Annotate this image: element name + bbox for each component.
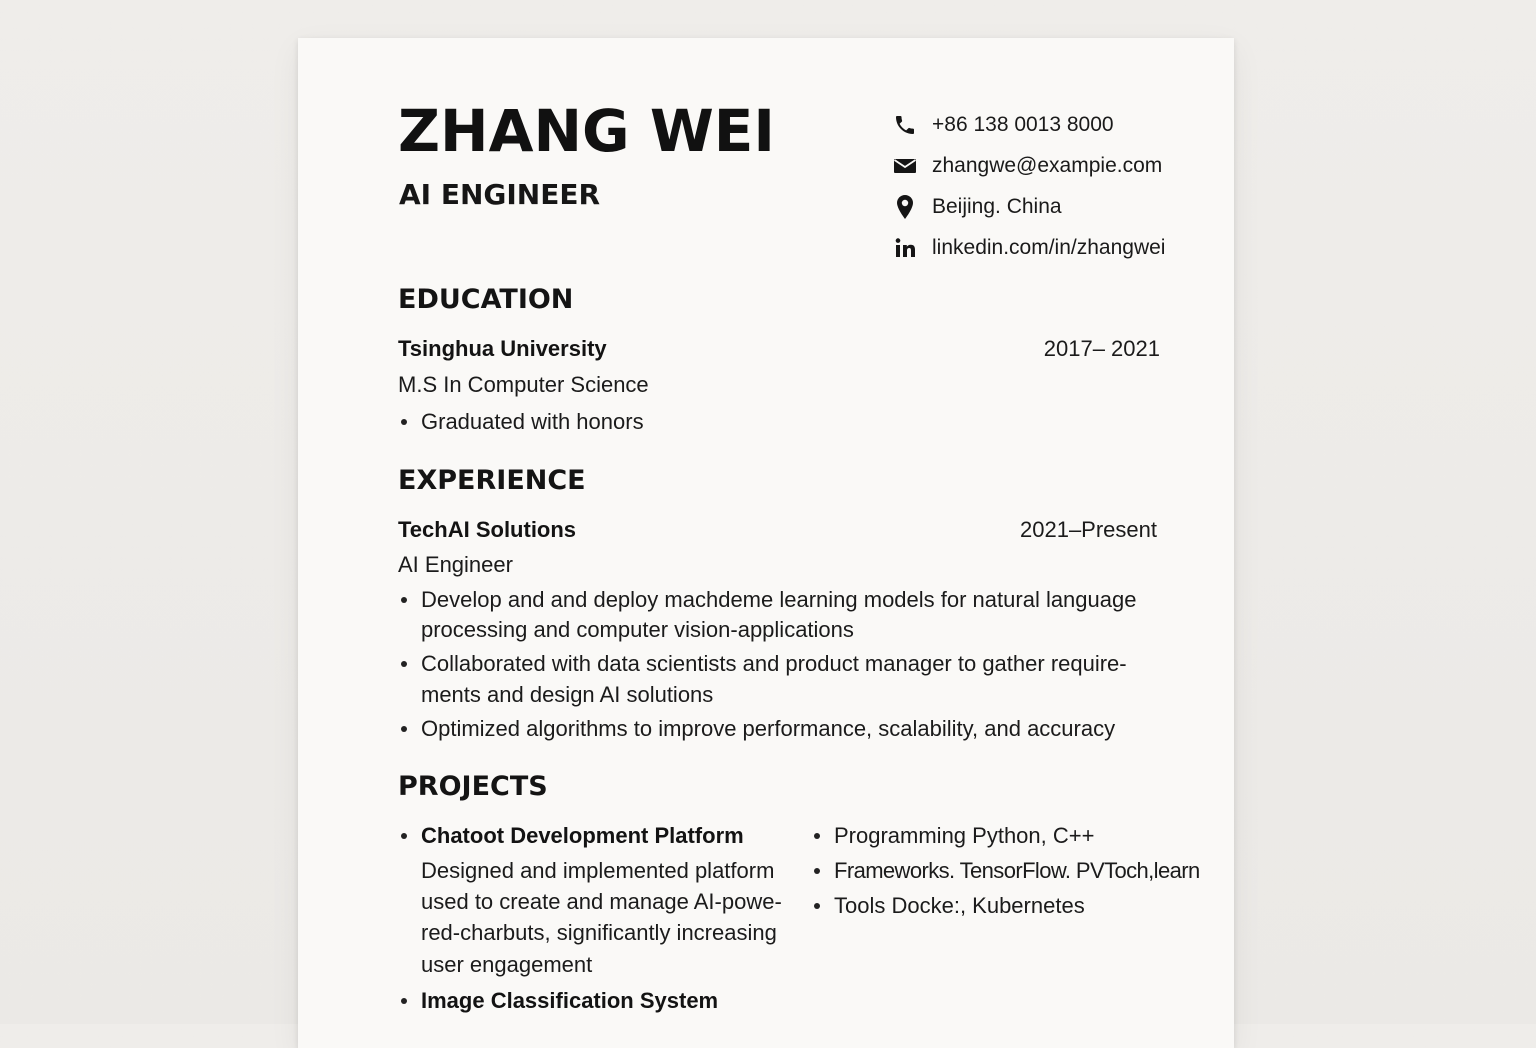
project-2-name: Image Classification System <box>421 988 719 1013</box>
linkedin-icon <box>892 235 918 261</box>
location-pin-icon <box>892 194 918 220</box>
bullet-icon <box>401 597 407 603</box>
bullet-icon <box>401 661 407 667</box>
education-dates: 2017– 2021 <box>1043 336 1160 361</box>
experience-bullet-2-line-1: Collaborated with data scientists and product manager to gather require- <box>421 651 1127 676</box>
bullet-icon <box>814 903 820 909</box>
bullet-icon <box>814 868 820 874</box>
contact-phone <box>892 104 1222 145</box>
skill-tools: Tools Docke:, Kubernetes <box>834 893 1085 918</box>
resume-page <box>298 38 1234 1048</box>
experience-bullet-1-line-2: processing and computer vision-applications <box>421 617 854 642</box>
experience-bullet-2-line-2: ments and design AI solutions <box>421 682 714 707</box>
education-school: Tsinghua University <box>398 336 607 361</box>
contact-block <box>892 104 1222 268</box>
candidate-role: AI ENGINEER <box>399 178 601 211</box>
bullet-icon <box>401 833 407 839</box>
project-1-desc-line-1: Designed and implemented platform <box>421 858 775 883</box>
bullet-icon <box>401 998 407 1004</box>
project-1-desc-line-4: user engagement <box>421 952 593 977</box>
phone-text: +86 138 0013 8000 <box>932 112 1114 136</box>
contact-location <box>892 186 1222 227</box>
email-text: zhangwe@exampie.com <box>932 153 1163 177</box>
experience-heading: EXPERIENCE <box>398 465 586 496</box>
candidate-name: ZHANG WEI <box>398 97 775 165</box>
experience-dates: 2021–Present <box>1020 517 1157 542</box>
education-degree: M.S In Computer Science <box>398 372 649 397</box>
location-text: Beijing. China <box>932 194 1062 218</box>
bullet-icon <box>401 726 407 732</box>
experience-bullet-3-line-1: Optimized algorithms to improve performance, scalability, and accuracy <box>421 716 1116 741</box>
experience-company: TechAI Solutions <box>398 517 577 542</box>
bullet-icon <box>401 419 407 425</box>
experience-position: AI Engineer <box>398 552 513 577</box>
experience-bullet-1-line-1: Develop and and deploy machdeme learning models for natural language <box>421 587 1137 612</box>
contact-email <box>892 145 1222 186</box>
skill-programming: Programming Python, C++ <box>834 823 1095 848</box>
linkedin-text: linkedin.com/in/zhangwei <box>932 235 1166 259</box>
bullet-icon <box>814 833 820 839</box>
contact-linkedin <box>892 227 1222 268</box>
project-1-name: Chatoot Development Platform <box>421 823 744 848</box>
phone-icon <box>892 112 918 138</box>
education-heading: EDUCATION <box>398 284 574 315</box>
projects-heading: PROJECTS <box>398 771 548 802</box>
project-1-desc-line-2: used to create and manage AI-powe- <box>421 889 782 914</box>
skill-frameworks: Frameworks. TensorFlow. PVToch,learn <box>834 858 1200 883</box>
project-1-desc-line-3: red-charbuts, significantly increasing <box>421 920 777 945</box>
email-icon <box>892 153 918 179</box>
education-bullet-text: Graduated with honors <box>421 409 644 434</box>
